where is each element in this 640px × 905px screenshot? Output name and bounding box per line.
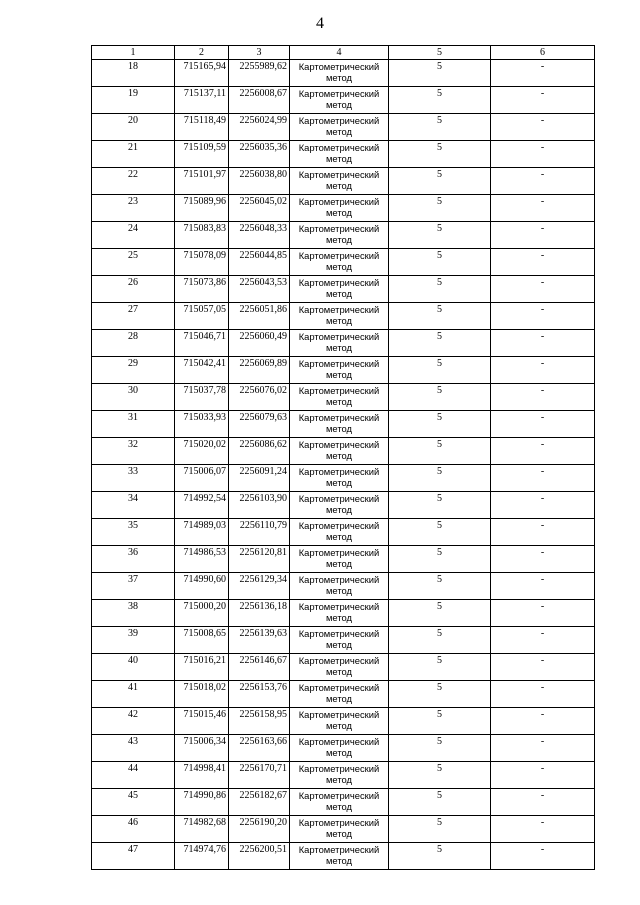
method-cell	[290, 303, 389, 330]
y-coordinate-cell: 2256153,76	[229, 681, 290, 708]
method-cell	[290, 519, 389, 546]
precision-cell: 5	[389, 735, 491, 762]
point-number-cell: 21	[92, 141, 175, 168]
y-coordinate-cell: 2256170,71	[229, 762, 290, 789]
note-cell: -	[491, 411, 595, 438]
y-coordinate-cell: 2256076,02	[229, 384, 290, 411]
x-coordinate-cell: 715118,49	[175, 114, 229, 141]
precision-cell: 5	[389, 87, 491, 114]
method-cell	[290, 627, 389, 654]
y-coordinate-cell: 2256044,85	[229, 249, 290, 276]
method-line-2: метод	[325, 531, 352, 542]
precision-cell: 5	[389, 60, 491, 87]
table-row	[92, 546, 595, 573]
x-coordinate-cell: 715042,41	[175, 357, 229, 384]
point-number-cell: 40	[92, 654, 175, 681]
precision-cell: 5	[389, 789, 491, 816]
table-row	[92, 114, 595, 141]
point-number-cell: 43	[92, 735, 175, 762]
note-cell: -	[491, 141, 595, 168]
method-line-2: метод	[325, 288, 352, 299]
method-line-2: метод	[325, 342, 352, 353]
note-cell: -	[491, 789, 595, 816]
method-line-2: метод	[325, 153, 352, 164]
table-row	[92, 330, 595, 357]
note-cell: -	[491, 303, 595, 330]
y-coordinate-cell: 2256200,51	[229, 843, 290, 870]
x-coordinate-cell: 714974,76	[175, 843, 229, 870]
method-line-2: метод	[325, 234, 352, 245]
point-number-cell: 47	[92, 843, 175, 870]
y-coordinate-cell: 2256120,81	[229, 546, 290, 573]
table-row	[92, 276, 595, 303]
point-number-cell: 26	[92, 276, 175, 303]
point-number-cell: 38	[92, 600, 175, 627]
table-row	[92, 438, 595, 465]
method-cell	[290, 492, 389, 519]
x-coordinate-cell: 715083,83	[175, 222, 229, 249]
method-cell	[290, 87, 389, 114]
method-line-2: метод	[325, 315, 352, 326]
column-header-5: 5	[389, 46, 491, 60]
note-cell: -	[491, 627, 595, 654]
table-row	[92, 762, 595, 789]
note-cell: -	[491, 762, 595, 789]
precision-cell: 5	[389, 546, 491, 573]
method-line-2: метод	[325, 585, 352, 596]
method-line-1: Картометрический	[298, 628, 380, 639]
point-number-cell: 34	[92, 492, 175, 519]
note-cell: -	[491, 600, 595, 627]
method-line-1: Картометрический	[298, 682, 380, 693]
column-header-2: 2	[175, 46, 229, 60]
table-row	[92, 249, 595, 276]
note-cell: -	[491, 843, 595, 870]
precision-cell: 5	[389, 843, 491, 870]
method-line-1: Картометрический	[298, 709, 380, 720]
note-cell: -	[491, 60, 595, 87]
method-cell	[290, 222, 389, 249]
method-cell	[290, 411, 389, 438]
method-line-1: Картометрический	[298, 763, 380, 774]
method-cell	[290, 330, 389, 357]
table-row	[92, 87, 595, 114]
precision-cell: 5	[389, 222, 491, 249]
method-line-1: Картометрический	[298, 277, 380, 288]
table-row	[92, 600, 595, 627]
method-line-2: метод	[325, 450, 352, 461]
note-cell: -	[491, 546, 595, 573]
y-coordinate-cell: 2256139,63	[229, 627, 290, 654]
precision-cell: 5	[389, 438, 491, 465]
note-cell: -	[491, 276, 595, 303]
method-line-2: метод	[325, 666, 352, 677]
table-header-row	[92, 46, 595, 60]
note-cell: -	[491, 357, 595, 384]
column-header-3: 3	[229, 46, 290, 60]
method-cell	[290, 708, 389, 735]
table-row	[92, 843, 595, 870]
precision-cell: 5	[389, 384, 491, 411]
table-row	[92, 708, 595, 735]
point-number-cell: 44	[92, 762, 175, 789]
table-row	[92, 222, 595, 249]
point-number-cell: 35	[92, 519, 175, 546]
method-line-2: метод	[325, 99, 352, 110]
method-line-1: Картометрический	[298, 736, 380, 747]
point-number-cell: 37	[92, 573, 175, 600]
precision-cell: 5	[389, 600, 491, 627]
method-cell	[290, 681, 389, 708]
point-number-cell: 45	[92, 789, 175, 816]
x-coordinate-cell: 715101,97	[175, 168, 229, 195]
method-cell	[290, 762, 389, 789]
point-number-cell: 33	[92, 465, 175, 492]
table-row	[92, 384, 595, 411]
precision-cell: 5	[389, 168, 491, 195]
x-coordinate-cell: 715057,05	[175, 303, 229, 330]
method-cell	[290, 114, 389, 141]
y-coordinate-cell: 2256079,63	[229, 411, 290, 438]
method-cell	[290, 141, 389, 168]
table-row	[92, 168, 595, 195]
x-coordinate-cell: 715020,02	[175, 438, 229, 465]
x-coordinate-cell: 714998,41	[175, 762, 229, 789]
point-number-cell: 39	[92, 627, 175, 654]
y-coordinate-cell: 2255989,62	[229, 60, 290, 87]
method-line-1: Картометрический	[298, 466, 380, 477]
precision-cell: 5	[389, 816, 491, 843]
point-number-cell: 22	[92, 168, 175, 195]
x-coordinate-cell: 715109,59	[175, 141, 229, 168]
method-line-1: Картометрический	[298, 844, 380, 855]
y-coordinate-cell: 2256035,36	[229, 141, 290, 168]
method-line-2: метод	[325, 639, 352, 650]
note-cell: -	[491, 114, 595, 141]
precision-cell: 5	[389, 465, 491, 492]
y-coordinate-cell: 2256069,89	[229, 357, 290, 384]
y-coordinate-cell: 2256103,90	[229, 492, 290, 519]
x-coordinate-cell: 715046,71	[175, 330, 229, 357]
point-number-cell: 41	[92, 681, 175, 708]
note-cell: -	[491, 681, 595, 708]
x-coordinate-cell: 715006,07	[175, 465, 229, 492]
method-cell	[290, 816, 389, 843]
table-row	[92, 303, 595, 330]
y-coordinate-cell: 2256086,62	[229, 438, 290, 465]
method-line-1: Картометрический	[298, 493, 380, 504]
note-cell: -	[491, 168, 595, 195]
point-number-cell: 46	[92, 816, 175, 843]
note-cell: -	[491, 438, 595, 465]
x-coordinate-cell: 715015,46	[175, 708, 229, 735]
x-coordinate-cell: 715000,20	[175, 600, 229, 627]
method-line-1: Картометрический	[298, 520, 380, 531]
coordinates-table	[91, 45, 595, 870]
method-cell	[290, 735, 389, 762]
method-line-2: метод	[325, 747, 352, 758]
method-line-2: метод	[325, 207, 352, 218]
precision-cell: 5	[389, 411, 491, 438]
precision-cell: 5	[389, 573, 491, 600]
method-cell	[290, 60, 389, 87]
table-row	[92, 654, 595, 681]
method-line-1: Картометрический	[298, 115, 380, 126]
note-cell: -	[491, 735, 595, 762]
method-line-1: Картометрический	[298, 304, 380, 315]
method-line-2: метод	[325, 720, 352, 731]
method-line-1: Картометрический	[298, 142, 380, 153]
method-cell	[290, 600, 389, 627]
x-coordinate-cell: 715037,78	[175, 384, 229, 411]
x-coordinate-cell: 714990,60	[175, 573, 229, 600]
column-header-1: 1	[92, 46, 175, 60]
note-cell: -	[491, 465, 595, 492]
x-coordinate-cell: 715137,11	[175, 87, 229, 114]
x-coordinate-cell: 714990,86	[175, 789, 229, 816]
point-number-cell: 19	[92, 87, 175, 114]
precision-cell: 5	[389, 654, 491, 681]
method-line-1: Картометрический	[298, 331, 380, 342]
table-row	[92, 789, 595, 816]
method-line-2: метод	[325, 477, 352, 488]
method-line-2: метод	[325, 261, 352, 272]
method-line-2: метод	[325, 423, 352, 434]
method-cell	[290, 384, 389, 411]
point-number-cell: 31	[92, 411, 175, 438]
method-line-1: Картометрический	[298, 196, 380, 207]
method-line-1: Картометрический	[298, 250, 380, 261]
point-number-cell: 32	[92, 438, 175, 465]
point-number-cell: 42	[92, 708, 175, 735]
method-line-2: метод	[325, 558, 352, 569]
y-coordinate-cell: 2256110,79	[229, 519, 290, 546]
y-coordinate-cell: 2256146,67	[229, 654, 290, 681]
y-coordinate-cell: 2256091,24	[229, 465, 290, 492]
method-cell	[290, 573, 389, 600]
method-line-1: Картометрический	[298, 358, 380, 369]
method-line-2: метод	[325, 396, 352, 407]
method-cell	[290, 465, 389, 492]
method-cell	[290, 438, 389, 465]
table-row	[92, 195, 595, 222]
y-coordinate-cell: 2256163,66	[229, 735, 290, 762]
y-coordinate-cell: 2256129,34	[229, 573, 290, 600]
y-coordinate-cell: 2256060,49	[229, 330, 290, 357]
method-cell	[290, 654, 389, 681]
x-coordinate-cell: 715008,65	[175, 627, 229, 654]
y-coordinate-cell: 2256051,86	[229, 303, 290, 330]
note-cell: -	[491, 222, 595, 249]
y-coordinate-cell: 2256038,80	[229, 168, 290, 195]
x-coordinate-cell: 715073,86	[175, 276, 229, 303]
method-line-1: Картометрический	[298, 412, 380, 423]
y-coordinate-cell: 2256136,18	[229, 600, 290, 627]
method-cell	[290, 546, 389, 573]
column-header-4: 4	[290, 46, 389, 60]
x-coordinate-cell: 715018,02	[175, 681, 229, 708]
note-cell: -	[491, 654, 595, 681]
note-cell: -	[491, 384, 595, 411]
method-line-1: Картометрический	[298, 385, 380, 396]
method-line-2: метод	[325, 801, 352, 812]
table-row	[92, 573, 595, 600]
table-row	[92, 492, 595, 519]
point-number-cell: 23	[92, 195, 175, 222]
point-number-cell: 36	[92, 546, 175, 573]
table-row	[92, 411, 595, 438]
precision-cell: 5	[389, 303, 491, 330]
method-line-1: Картометрический	[298, 601, 380, 612]
precision-cell: 5	[389, 114, 491, 141]
precision-cell: 5	[389, 276, 491, 303]
method-line-2: метод	[325, 612, 352, 623]
table-row	[92, 681, 595, 708]
precision-cell: 5	[389, 141, 491, 168]
y-coordinate-cell: 2256182,67	[229, 789, 290, 816]
x-coordinate-cell: 714982,68	[175, 816, 229, 843]
method-line-2: метод	[325, 774, 352, 785]
method-line-2: метод	[325, 504, 352, 515]
point-number-cell: 27	[92, 303, 175, 330]
table-row	[92, 519, 595, 546]
method-line-1: Картометрический	[298, 88, 380, 99]
precision-cell: 5	[389, 762, 491, 789]
y-coordinate-cell: 2256043,53	[229, 276, 290, 303]
table-row	[92, 60, 595, 87]
precision-cell: 5	[389, 249, 491, 276]
y-coordinate-cell: 2256008,67	[229, 87, 290, 114]
point-number-cell: 30	[92, 384, 175, 411]
x-coordinate-cell: 715016,21	[175, 654, 229, 681]
precision-cell: 5	[389, 708, 491, 735]
x-coordinate-cell: 715033,93	[175, 411, 229, 438]
precision-cell: 5	[389, 330, 491, 357]
method-cell	[290, 789, 389, 816]
method-cell	[290, 357, 389, 384]
method-cell	[290, 195, 389, 222]
table-row	[92, 627, 595, 654]
precision-cell: 5	[389, 681, 491, 708]
y-coordinate-cell: 2256024,99	[229, 114, 290, 141]
method-cell	[290, 843, 389, 870]
point-number-cell: 24	[92, 222, 175, 249]
table-row	[92, 465, 595, 492]
page-number: 4	[316, 15, 324, 32]
point-number-cell: 20	[92, 114, 175, 141]
method-line-1: Картометрический	[298, 574, 380, 585]
method-line-2: метод	[325, 855, 352, 866]
table-body	[92, 60, 595, 870]
precision-cell: 5	[389, 492, 491, 519]
method-cell	[290, 276, 389, 303]
method-line-1: Картометрический	[298, 61, 380, 72]
precision-cell: 5	[389, 195, 491, 222]
note-cell: -	[491, 708, 595, 735]
method-line-2: метод	[325, 72, 352, 83]
note-cell: -	[491, 492, 595, 519]
table-row	[92, 816, 595, 843]
method-line-2: метод	[325, 180, 352, 191]
method-line-1: Картометрический	[298, 790, 380, 801]
y-coordinate-cell: 2256190,20	[229, 816, 290, 843]
note-cell: -	[491, 519, 595, 546]
note-cell: -	[491, 330, 595, 357]
method-line-1: Картометрический	[298, 655, 380, 666]
note-cell: -	[491, 87, 595, 114]
method-line-1: Картометрический	[298, 547, 380, 558]
x-coordinate-cell: 714986,53	[175, 546, 229, 573]
method-line-2: метод	[325, 126, 352, 137]
method-line-1: Картометрический	[298, 817, 380, 828]
method-line-2: метод	[325, 828, 352, 839]
x-coordinate-cell: 715078,09	[175, 249, 229, 276]
x-coordinate-cell: 714992,54	[175, 492, 229, 519]
x-coordinate-cell: 715089,96	[175, 195, 229, 222]
table-row	[92, 735, 595, 762]
note-cell: -	[491, 573, 595, 600]
point-number-cell: 25	[92, 249, 175, 276]
x-coordinate-cell: 715006,34	[175, 735, 229, 762]
y-coordinate-cell: 2256048,33	[229, 222, 290, 249]
point-number-cell: 18	[92, 60, 175, 87]
column-header-6: 6	[491, 46, 595, 60]
method-line-1: Картометрический	[298, 169, 380, 180]
y-coordinate-cell: 2256045,02	[229, 195, 290, 222]
precision-cell: 5	[389, 627, 491, 654]
method-line-1: Картометрический	[298, 223, 380, 234]
note-cell: -	[491, 195, 595, 222]
method-line-1: Картометрический	[298, 439, 380, 450]
note-cell: -	[491, 249, 595, 276]
precision-cell: 5	[389, 519, 491, 546]
precision-cell: 5	[389, 357, 491, 384]
x-coordinate-cell: 714989,03	[175, 519, 229, 546]
note-cell: -	[491, 816, 595, 843]
point-number-cell: 28	[92, 330, 175, 357]
table-row	[92, 357, 595, 384]
x-coordinate-cell: 715165,94	[175, 60, 229, 87]
method-cell	[290, 249, 389, 276]
method-cell	[290, 168, 389, 195]
method-line-2: метод	[325, 693, 352, 704]
point-number-cell: 29	[92, 357, 175, 384]
table-row	[92, 141, 595, 168]
y-coordinate-cell: 2256158,95	[229, 708, 290, 735]
method-line-2: метод	[325, 369, 352, 380]
